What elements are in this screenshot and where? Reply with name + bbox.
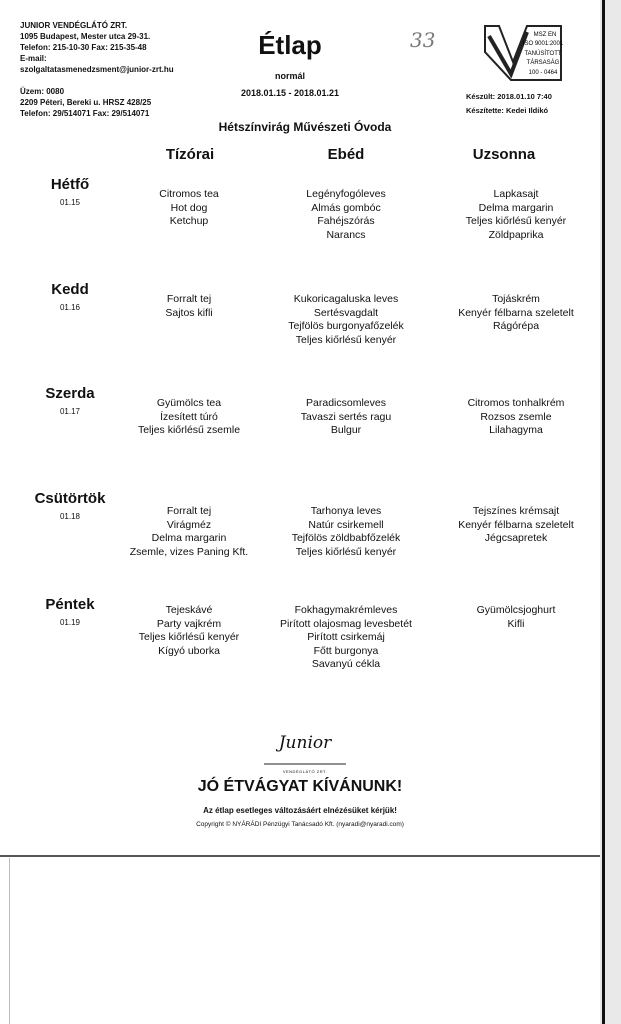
- menu-item: Teljes kiőrlésű kenyér: [295, 333, 397, 346]
- menu-item: Citromos tonhalkrém: [467, 397, 565, 409]
- day-name: Kedd: [51, 281, 89, 298]
- column-header-uzsonna: Uzsonna: [472, 146, 536, 163]
- menu-item: Ketchup: [169, 215, 209, 227]
- menu-item: Tojáskrém: [492, 293, 540, 305]
- column-header-tizorai: Tízórai: [165, 146, 215, 163]
- menu-item: Teljes kiőrlésű kenyér: [138, 631, 240, 643]
- day-name: Szerda: [45, 385, 95, 402]
- change-note: Az étlap esetleges változásáért elnézésüket kérjük!: [203, 806, 397, 815]
- menu-item: Forralt tej: [166, 505, 212, 517]
- menu-item: Savanyú cékla: [311, 658, 381, 670]
- plant-address: 2209 Péteri, Bereki u. HRSZ 428/25: [20, 98, 152, 107]
- menu-item: Forralt tej: [166, 293, 212, 305]
- menu-item: Tejszínes krémsajt: [472, 505, 560, 517]
- menu-item: Bulgur: [330, 424, 362, 436]
- menu-item: Ízesített túró: [160, 410, 218, 423]
- menu-type: normál: [274, 71, 305, 81]
- menu-item: Pirított csirkemáj: [307, 631, 385, 643]
- company-info: [20, 20, 174, 75]
- logo-subtitle: VENDÉGLÁTÓ ZRT.: [282, 769, 328, 774]
- menu-item: Zsemle, vizes Paning Kft.: [129, 545, 249, 558]
- menu-item: Lapkasajt: [493, 188, 539, 200]
- menu-item: Narancs: [326, 228, 366, 241]
- page-title: Étlap: [258, 30, 322, 60]
- menu-item: Hot dog: [170, 201, 208, 214]
- closing-wish: JÓ ÉTVÁGYAT KÍVÁNUNK!: [197, 778, 403, 795]
- menu-item: Teljes kiőrlésű kenyér: [295, 545, 397, 558]
- menu-item: Zöldpaprika: [488, 228, 544, 241]
- menu-item: Tavaszi sertés ragu: [300, 410, 392, 423]
- menu-item: Delma margarin: [151, 532, 227, 544]
- day-date: 01.16: [59, 303, 81, 312]
- menu-item: Kukoricagaluska leves: [293, 293, 399, 305]
- company-email-label: E-mail:: [20, 54, 47, 63]
- menu-item: Almás gombóc: [311, 201, 381, 214]
- scan-left-line: [9, 858, 10, 1024]
- document-meta: [466, 90, 552, 118]
- company-address: 1095 Budapest, Mester utca 29-31.: [20, 32, 151, 41]
- cert-line-1: MSZ EN: [533, 32, 557, 38]
- menu-cell-uzsonna: [416, 604, 616, 631]
- company-phone: Telefon: 215-10-30 Fax: 215-35-48: [20, 43, 147, 52]
- menu-item: Virágméz: [166, 518, 212, 531]
- menu-item: Teljes kiőrlésű zsemle: [137, 424, 241, 436]
- page-bottom-edge: [0, 855, 600, 857]
- handwritten-number: 33: [410, 28, 436, 52]
- menu-item: Paradicsomleves: [306, 397, 386, 409]
- menu-cell-uzsonna: [416, 397, 616, 438]
- scan-right-strip: [600, 0, 621, 1024]
- menu-cell-uzsonna: [416, 293, 616, 334]
- company-email: szolgaltatasmenedzsment@junior-zrt.hu: [20, 65, 174, 74]
- menu-item: Party vajkrém: [156, 617, 222, 630]
- menu-item: Tarhonya leves: [310, 505, 382, 517]
- menu-item: Fokhagymakrémleves: [294, 604, 398, 616]
- school-name: Hétszínvirág Művészeti Óvoda: [218, 120, 392, 134]
- menu-item: Delma margarin: [478, 201, 554, 214]
- day-date: 01.19: [59, 618, 81, 627]
- plant-id: Üzem: 0080: [20, 87, 65, 96]
- day-name: Péntek: [45, 596, 95, 613]
- cert-line-5: 100 - 0464: [528, 70, 558, 76]
- menu-item: Tejeskávé: [165, 604, 213, 616]
- author: Készítette: Kedei Ildikó: [466, 106, 549, 115]
- cert-line-4: TÁRSASÁG: [526, 60, 560, 66]
- menu-item: Kenyér félbarna szeletelt: [458, 306, 574, 319]
- menu-item: Kenyér félbarna szeletelt: [458, 518, 574, 531]
- logo-underline-icon: [250, 762, 360, 766]
- menu-item: Fahéjszórás: [317, 215, 375, 227]
- menu-item: Teljes kiőrlésű kenyér: [465, 215, 567, 227]
- menu-item: Gyümölcs tea: [156, 397, 222, 409]
- menu-cell-uzsonna: [416, 188, 616, 242]
- menu-item: Tejfölös burgonyafőzelék: [288, 320, 404, 332]
- menu-item: Legényfogóleves: [306, 188, 386, 200]
- plant-info: [20, 86, 151, 119]
- logo-word: Junior: [278, 733, 332, 753]
- menu-item: Főtt burgonya: [313, 644, 379, 657]
- day-name: Hétfő: [50, 176, 90, 193]
- menu-item: Kígyó uborka: [158, 644, 220, 657]
- iso-cert-badge-icon: [483, 22, 563, 84]
- company-name: JUNIOR VENDÉGLÁTÓ ZRT.: [20, 21, 128, 30]
- menu-item: Kifli: [507, 617, 525, 630]
- menu-cell-uzsonna: [416, 505, 616, 546]
- day-name: Csütörtök: [34, 490, 106, 507]
- menu-item: Pirított olajosmag levesbetét: [280, 617, 412, 630]
- menu-item: Tejfölös zöldbabfőzelék: [291, 532, 401, 544]
- day-date: 01.15: [59, 198, 81, 207]
- menu-item: Gyümölcsjoghurt: [476, 604, 556, 616]
- menu-period: 2018.01.15 - 2018.01.21: [240, 88, 340, 98]
- menu-item: Sertésvagdalt: [313, 306, 379, 319]
- column-header-ebed: Ebéd: [327, 146, 365, 163]
- menu-item: Jégcsapretek: [484, 532, 548, 544]
- copyright: Copyright © NYÁRÁDI Pénzügyi Tanácsadó Kft. (nyaradi@nyaradi.com): [196, 821, 404, 828]
- junior-logo: [250, 733, 360, 774]
- day-date: 01.17: [59, 407, 81, 416]
- cert-line-2: ISO 9001:2001: [522, 41, 563, 47]
- menu-item: Citromos tea: [159, 188, 219, 200]
- menu-item: Rágórépa: [492, 320, 540, 332]
- menu-item: Natúr csirkemell: [308, 518, 384, 531]
- cert-line-3: TANÚSÍTOTT: [524, 51, 562, 57]
- day-date: 01.18: [59, 512, 81, 521]
- menu-item: Sajtos kifli: [165, 306, 213, 319]
- plant-phone: Telefon: 29/514071 Fax: 29/514071: [20, 109, 150, 118]
- menu-item: Lilahagyma: [489, 424, 543, 436]
- created-date: Készült: 2018.01.10 7:40: [466, 92, 552, 101]
- menu-item: Rozsos zsemle: [480, 410, 552, 423]
